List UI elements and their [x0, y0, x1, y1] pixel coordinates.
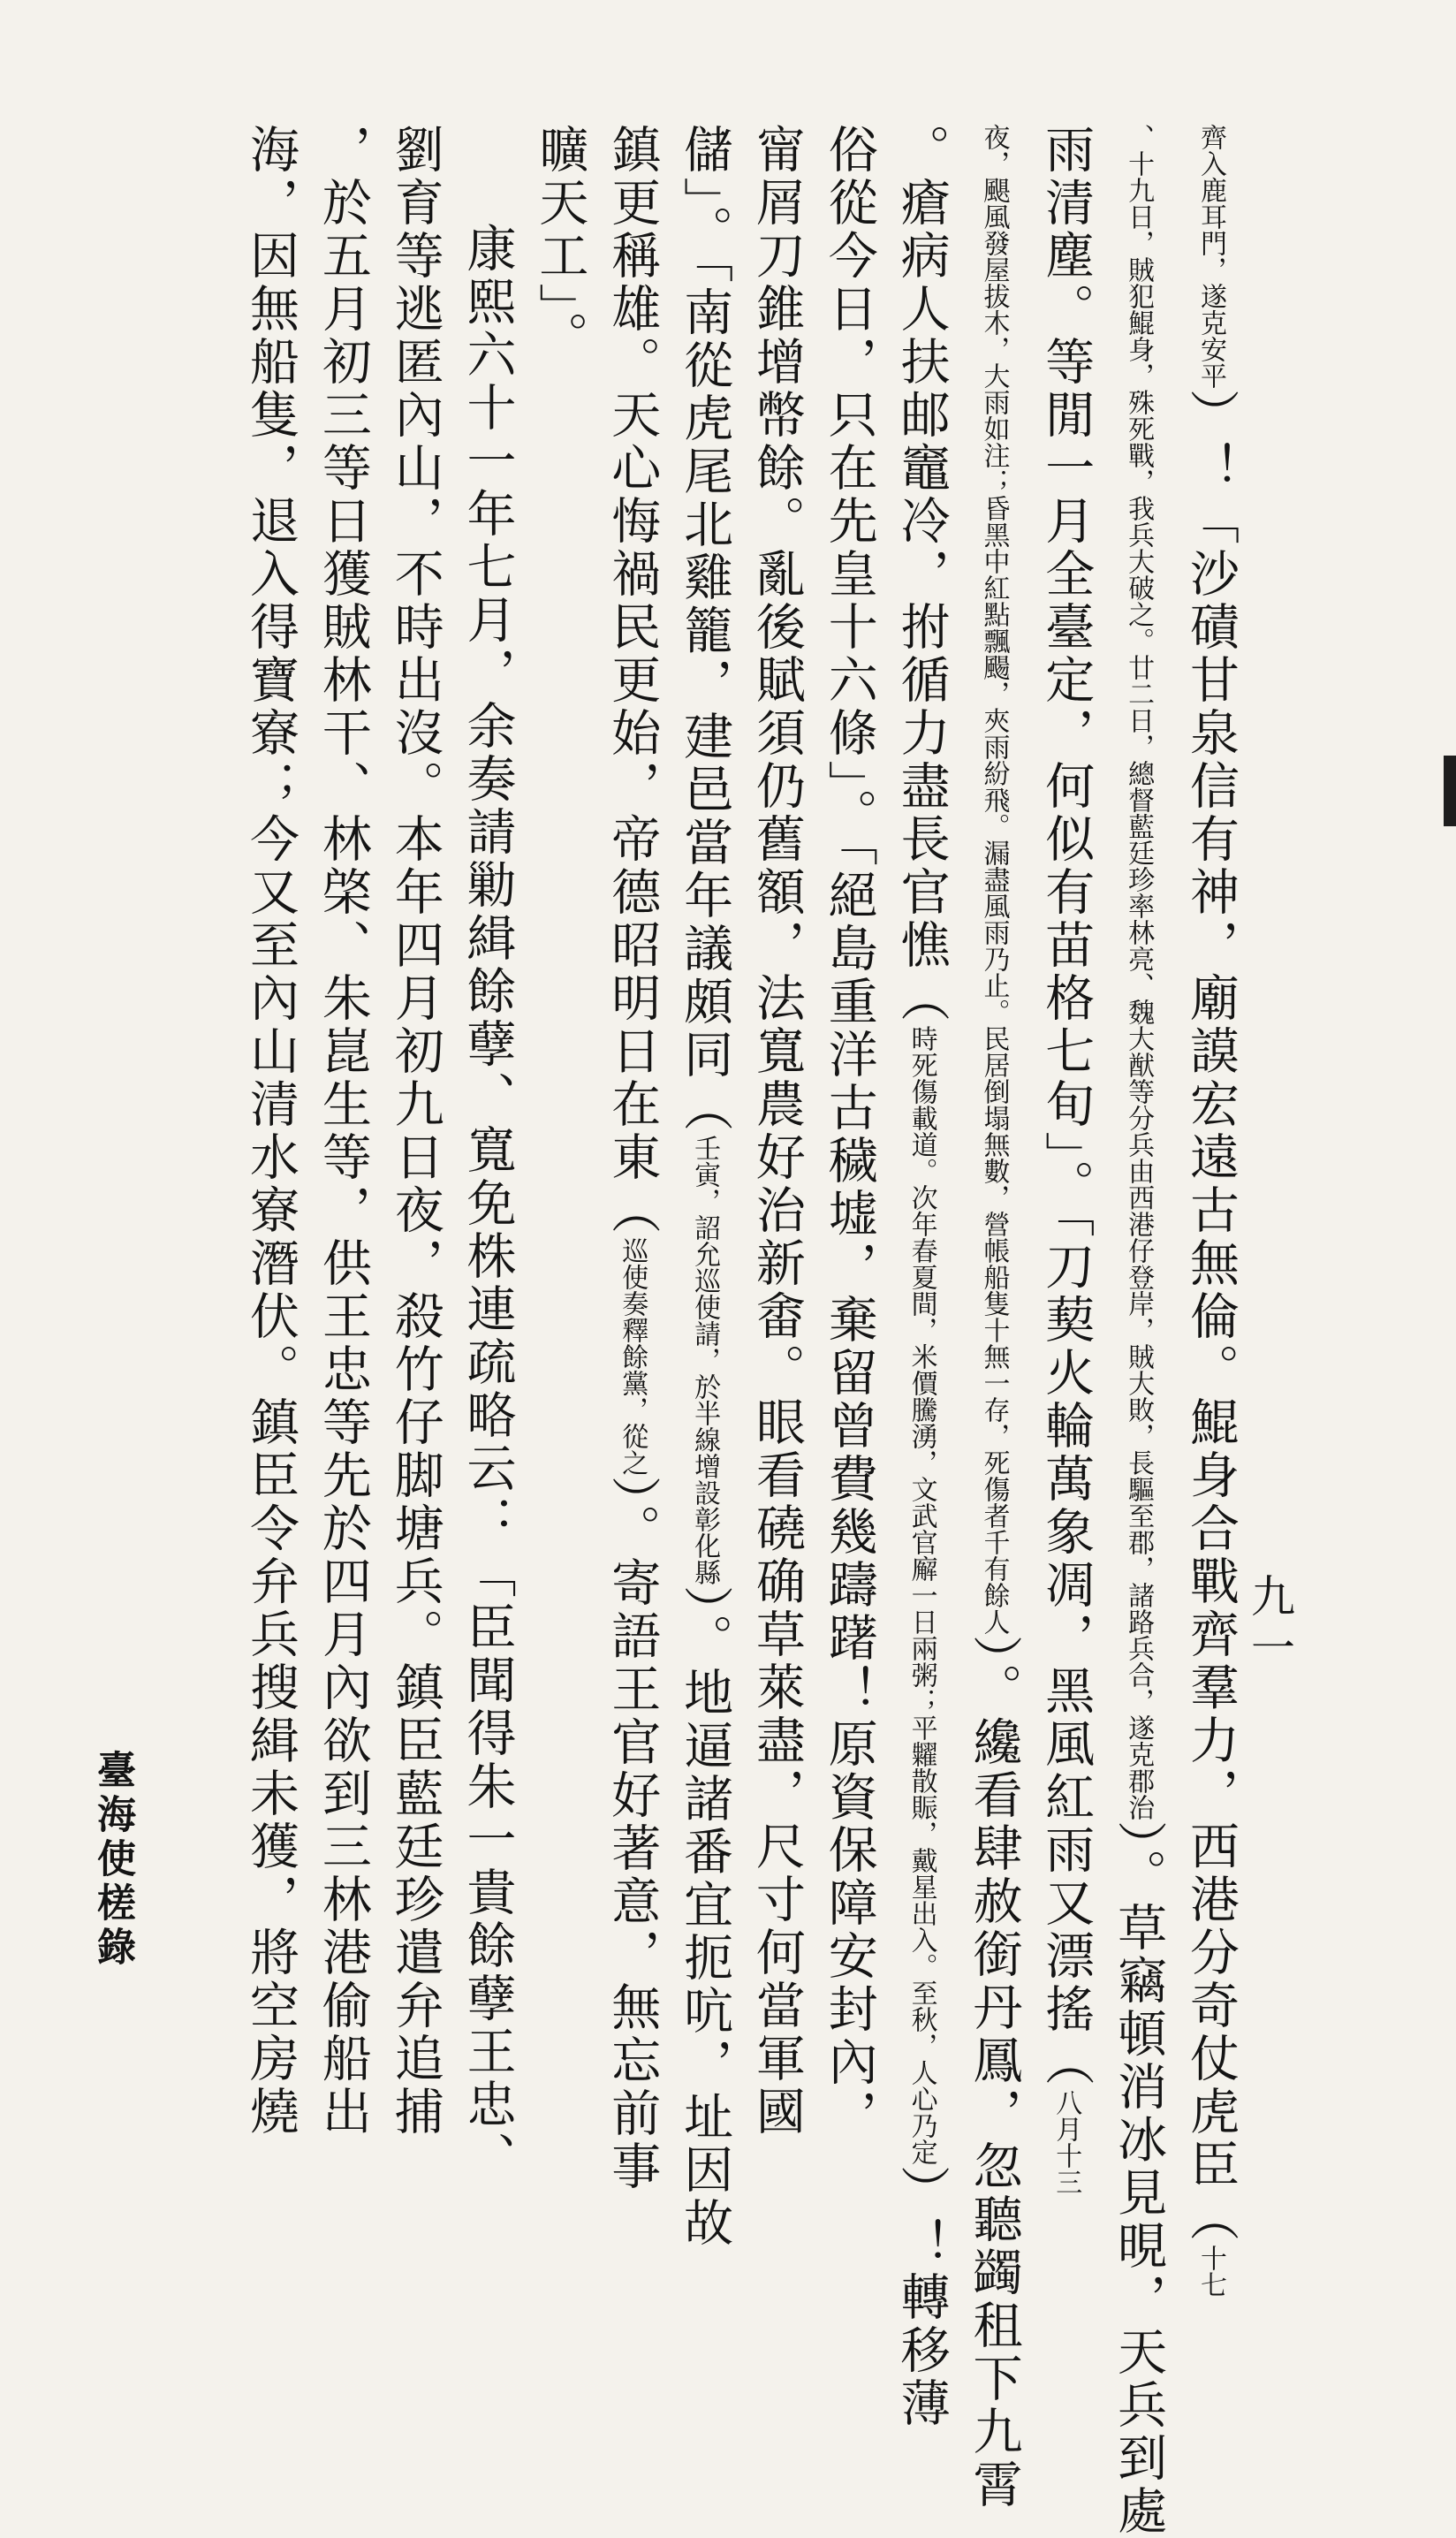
text-column-12	[386, 124, 444, 2139]
column-text: ，於五月初三等日獲賊林干、林棨、朱崑生等，供王忠等先於四月內欲到三林港偷船出	[314, 124, 372, 2139]
text-column-3	[1037, 124, 1096, 2195]
page-number: 九一	[1244, 1573, 1295, 1676]
book-title: 臺海使槎錄	[90, 1750, 135, 1971]
text-column-1	[1181, 124, 1240, 2298]
text-column-11	[459, 124, 517, 2185]
column-text: 鎮更稱雄。天心悔禍民更始，帝德昭明日在東（	[603, 124, 662, 1237]
interlinear-note: 八月十三	[1050, 2089, 1082, 2195]
text-column-4	[965, 124, 1023, 2511]
text-column-10	[531, 124, 589, 2024]
column-text: 海，因無船隻，退入得寶寮；今又至內山清水寮潛伏。鎮臣令弁兵搜緝未獲，將空房燒	[242, 124, 300, 2139]
text-column-8	[676, 124, 734, 2250]
scan-edge-mark	[1444, 756, 1456, 826]
column-text: ）。地逼諸番宜扼吭，址因故	[676, 1585, 734, 2250]
interlinear-note: 十七	[1194, 2245, 1226, 2298]
interlinear-note: 夜，颶風發屋拔木，大雨如注；昏黑中紅點飄颺，夾雨紛飛。漏盡風雨乃止。民居倒塌無數，營帳船隻十無一存，死傷者千有餘人	[978, 124, 1010, 1635]
column-text: 儲」。「南從虎尾北雞籠，建邑當年議頗同（	[676, 124, 734, 1135]
text-column-9	[603, 124, 662, 2193]
column-text: ）。草竊頓消冰見晛，天兵到處	[1110, 1820, 1168, 2538]
column-text: 甯屑刀錐增幣餘。亂後賦須仍舊額，法寬農好治新畬。眼看磽确草萊盡，尺寸何當軍國	[747, 124, 806, 2139]
text-column-2	[1110, 124, 1168, 2538]
column-text: 。瘡病人扶邮竈冷，拊循力盡長官憔（	[892, 124, 951, 1025]
column-text: 曠天工」。	[531, 124, 589, 364]
column-text: ）。寄語王官好著意，無忘前事	[603, 1476, 662, 2193]
text-column-14	[242, 124, 300, 2139]
column-text: ）。纔看肆赦銜丹鳳，忽聽蠲租下九霄	[965, 1635, 1023, 2511]
column-text: 雨清塵。等閒一月全臺定，何似有苗格七旬」。「刀葜火輪萬象凋，黑風紅雨又漂搖（	[1037, 124, 1096, 2089]
main-text-block	[242, 124, 1240, 2538]
text-column-7	[747, 124, 806, 2139]
column-text: 俗從今日，只在先皇十六條」。「絕島重洋古穢墟，棄留曾費幾躊躇！原資保障安封內，	[820, 124, 878, 2142]
column-text: ）！轉移薄	[892, 2165, 951, 2430]
interlinear-note: 壬寅，詔允巡使請，於半線增設彰化縣	[689, 1135, 721, 1585]
interlinear-note: 巡使奏釋餘黨，從之	[617, 1237, 648, 1476]
interlinear-note: 時死傷載道。次年春夏間，米價騰湧，文武官廨一日兩粥；平糶散賑，戴星出入。至秋，人心乃定	[906, 1025, 937, 2165]
text-column-5	[892, 124, 951, 2430]
interlinear-note: 、十九日，賊犯鯤身，殊死戰，我兵大破之。廿二日，總督藍廷珍率林亮、魏大猷等分兵由西港仔登岸，賊大敗，長驅至郡，諸路兵合，遂克郡治	[1123, 124, 1155, 1820]
interlinear-note: 齊入鹿耳門，遂克安平	[1194, 124, 1226, 389]
column-text: 劉育等逃匿內山，不時出沒。本年四月初九日夜，殺竹仔脚塘兵。鎮臣藍廷珍遣弁追捕	[386, 124, 444, 2139]
text-column-6	[820, 124, 878, 2142]
column-text: ）！「沙磧甘泉信有神，廟謨宏遠古無倫。鯤身合戰齊羣力，西港分奇仗虎臣（	[1181, 389, 1240, 2245]
text-column-13	[314, 124, 372, 2139]
column-text: 康熙六十一年七月，余奏請勦緝餘孽、寬免株連疏略云：「臣聞得朱一貴餘孽王忠、	[459, 223, 517, 2185]
